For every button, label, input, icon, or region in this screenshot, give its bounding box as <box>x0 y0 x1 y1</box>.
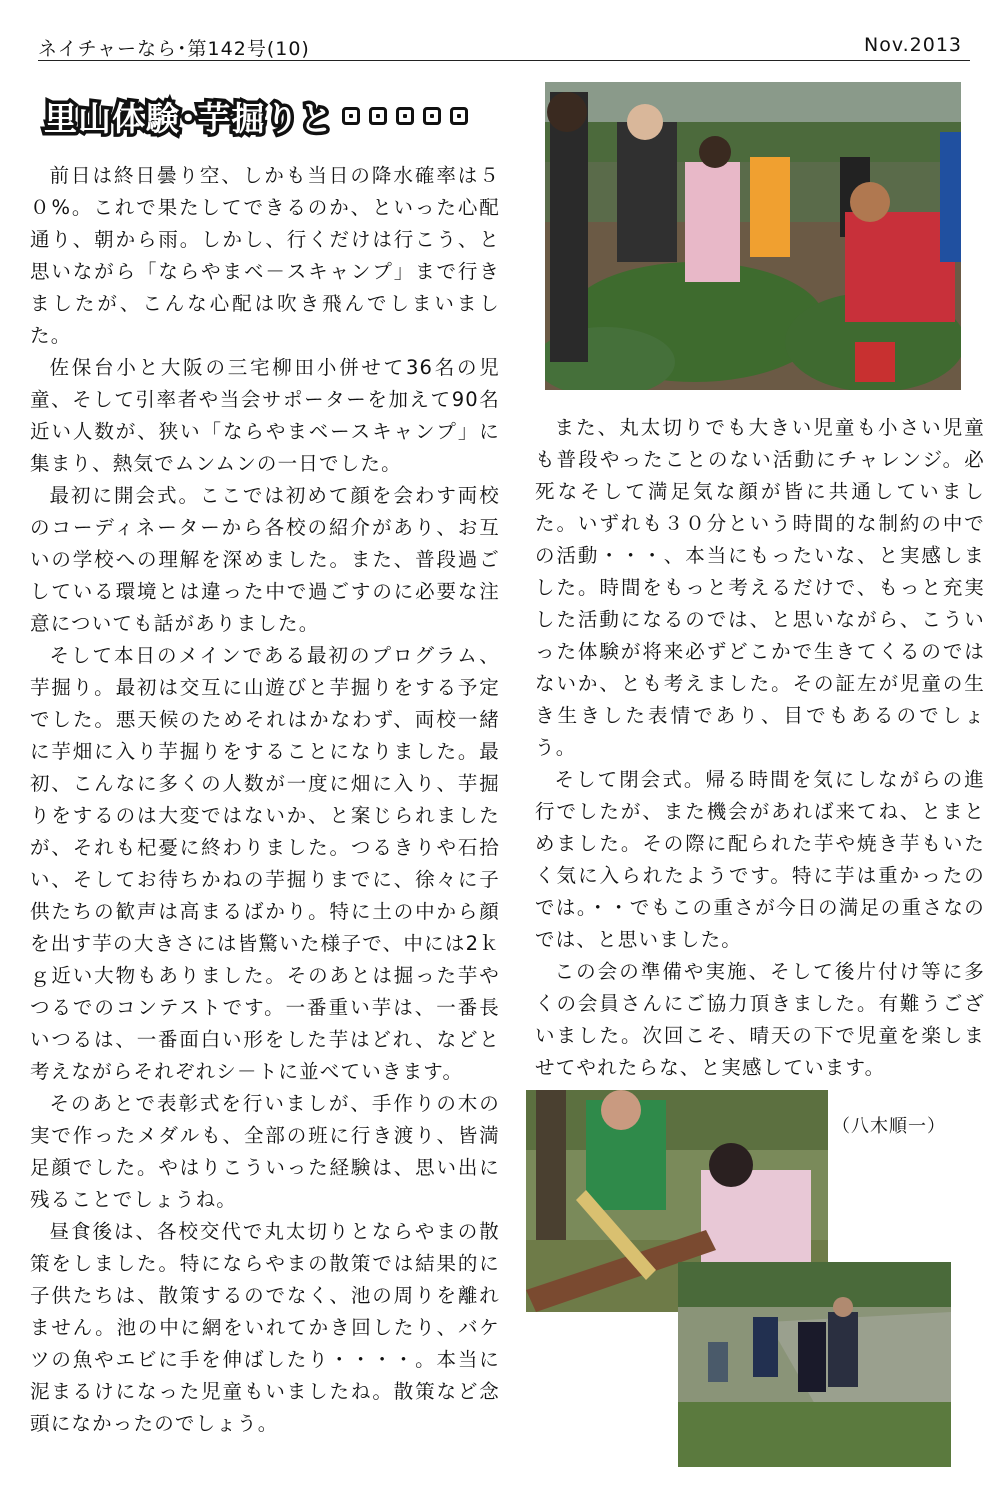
page-header <box>38 30 970 61</box>
paragraph: そのあとで表彰式を行いましが、手作りの木の実で作ったメダルも、全部の班に行き渡り、皆満足顔でした。やはりこういった経験は、思い出に残ることでしょうね。 <box>30 1092 500 1211</box>
right-column-text <box>535 412 985 1084</box>
paragraph: そして閉会式。帰る時間を気にしながらの進行でしたが、また機会があれば来てね、とまとめました。その際に配られた芋や焼き芋もいたく気に入られたようです。特に芋は重かったのでは。・・でもこの重さが今日の満足の重さなのでは、と思いました。 <box>535 768 985 951</box>
title-decoration-dots <box>342 107 468 125</box>
paragraph: 前日は終日曇り空、しかも当日の降水確率は５０%。これで果たしてできるのか、といった心配通り、朝から雨。しかし、行くだけは行こう、と思いながら「ならやまベ－スキャンプ」まで行きましたが、こんな心配は吹き飛んでしまいました。 <box>30 164 500 347</box>
paragraph: この会の準備や実施、そして後片付け等に多くの会員さんにご協力頂きました。有難うございました。次回こそ、晴天の下で児童を楽しませてやれたらな、と実感しています。 <box>535 960 985 1079</box>
photo-potato-digging <box>545 82 961 390</box>
article-title-block <box>44 90 468 142</box>
square-dot-icon <box>450 107 468 125</box>
square-dot-icon <box>342 107 360 125</box>
square-dot-icon <box>423 107 441 125</box>
paragraph: 昼食後は、各校交代で丸太切りとならやまの散策をしました。特にならやまの散策では結果的に子供たちは、散策するのでなく、池の周りを離れません。池の中に網をいれてかき回したり、バケツの魚やエビに手を伸ばしたり・・・・。本当に泥まるけになった児童もいましたね。散策など念頭になかったのでしょう。 <box>30 1220 500 1435</box>
paragraph: また、丸太切りでも大きい児童も小さい児童も普段やったことのない活動にチャレンジ。必死なそして満足気な顔が皆に共通していました。いずれも３０分という時間的な制約の中での活動・・・、本当にもったいな、と実感しました。時間をもっと考えるだけで、もっと充実した活動になるのでは、と思いながら、こういった体験が将来必ずどこかで生きてくるのではないか、とも考えました。その証左が児童の生き生きした表情であり、目でもあるのでしょう。 <box>535 416 985 759</box>
square-dot-icon <box>396 107 414 125</box>
square-dot-icon <box>369 107 387 125</box>
article-title: 里山体験･芋掘りと <box>44 98 334 138</box>
left-column-text <box>30 160 500 1440</box>
newsletter-issue: ネイチャーなら･第142号(10) <box>38 38 310 60</box>
photo-pond <box>678 1262 951 1467</box>
paragraph: 最初に開会式。ここでは初めて顔を会わす両校のコーディネーターから各校の紹介があり、お互いの学校への理解を深めました。また、普段過ごしている環境とは違った中で過ごすのに必要な注意についても話がありました。 <box>30 484 500 635</box>
issue-date: Nov.2013 <box>864 34 962 56</box>
paragraph: そして本日のメインである最初のプログラム、芋掘り。最初は交互に山遊びと芋掘りをする予定でした。悪天候のためそれはかなわず、両校一緒に芋畑に入り芋掘りをすることになりました。最初、こんなに多くの人数が一度に畑に入り、芋掘りをするのは大変ではないか、と案じられましたが、それも杞憂に終わりました。つるきりや石拾い、そしてお待ちかねの芋掘りまでに、徐々に子供たちの歓声は高まるばかり。特に土の中から顔を出す芋の大きさには皆驚いた様子で、中には2ｋｇ近い大物もありました。そのあとは掘った芋やつるでのコンテストです。一番重い芋は、一番長いつるは、一番面白い形をした芋はどれ、などと考えながらそれぞれシ－トに並べていきます。 <box>30 644 500 1083</box>
author-credit: （八木順一） <box>832 1116 946 1137</box>
paragraph: 佐保台小と大阪の三宅柳田小併せて36名の児童、そして引率者や当会サポーターを加えて90名近い人数が、狭い「ならやまベースキャンプ」に集まり、熱気でムンムンの一日でした。 <box>30 356 500 475</box>
